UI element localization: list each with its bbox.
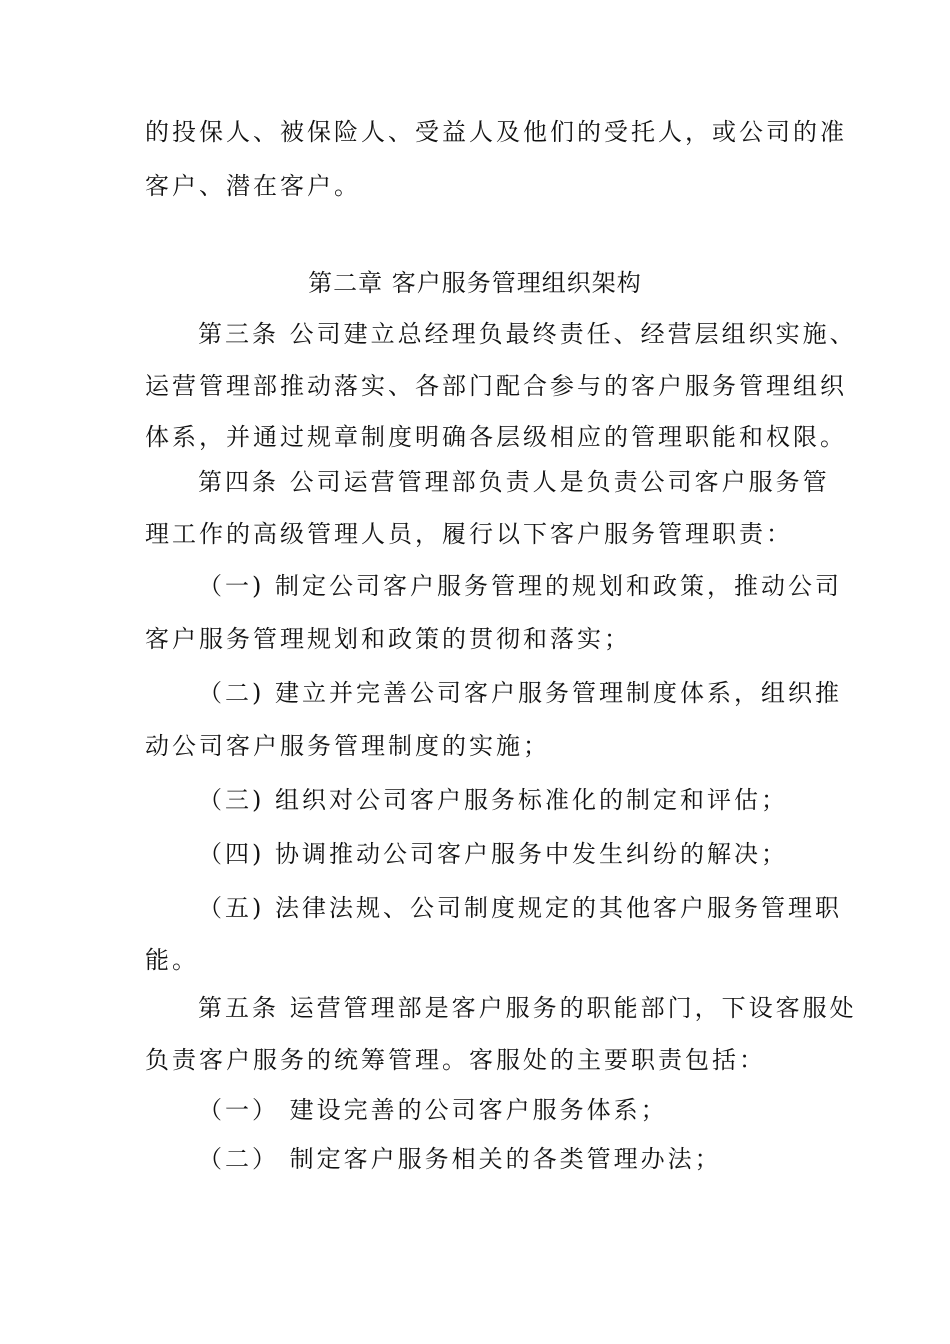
article4-item2-line-1: （二) 建立并完善公司客户服务管理制度体系，组织推: [198, 679, 842, 707]
intro-line-2: 客户、潜在客户。: [145, 172, 361, 200]
article4-line-1: 第四条 公司运营管理部负责人是负责公司客户服务管: [198, 468, 830, 496]
article3-line-2: 运营管理部推动落实、各部门配合参与的客户服务管理组织: [145, 372, 847, 400]
article4-item4-line-1: （四) 协调推动公司客户服务中发生纠纷的解决；: [198, 840, 788, 868]
chapter-heading: 第二章 客户服务管理组织架构: [308, 269, 642, 297]
intro-line-1: 的投保人、被保险人、受益人及他们的受托人，或公司的准: [145, 118, 847, 146]
article5-line-1: 第五条 运营管理部是客户服务的职能部门，下设客服处: [198, 994, 857, 1022]
article3-line-3: 体系，并通过规章制度明确各层级相应的管理职能和权限。: [145, 423, 847, 451]
article4-item5-line-1: （五) 法律法规、公司制度规定的其他客户服务管理职: [198, 894, 842, 922]
article5-item1-line-1: （一） 建设完善的公司客户服务体系；: [198, 1096, 668, 1124]
article4-line-2: 理工作的高级管理人员，履行以下客户服务管理职责：: [145, 520, 793, 548]
article5-item2-line-1: （二） 制定客户服务相关的各类管理办法；: [198, 1145, 722, 1173]
article4-item1-line-2: 客户服务管理规划和政策的贯彻和落实；: [145, 625, 631, 653]
article4-item3-line-1: （三) 组织对公司客户服务标准化的制定和评估；: [198, 786, 788, 814]
article4-item1-line-1: （一) 制定公司客户服务管理的规划和政策，推动公司: [198, 572, 842, 600]
article4-item2-line-2: 动公司客户服务管理制度的实施；: [145, 732, 550, 760]
article3-line-1: 第三条 公司建立总经理负最终责任、经营层组织实施、: [198, 320, 857, 348]
article5-line-2: 负责客户服务的统筹管理。客服处的主要职责包括：: [145, 1046, 766, 1074]
article4-item5-line-2: 能。: [145, 946, 199, 974]
